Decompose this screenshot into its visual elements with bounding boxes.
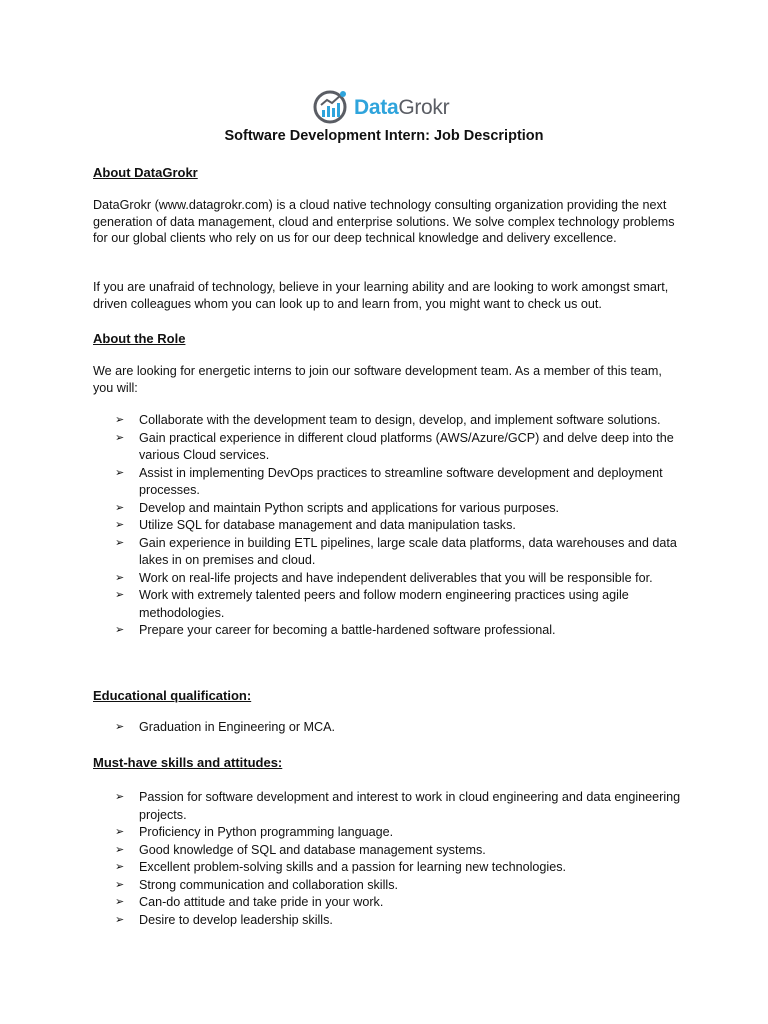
list-item-text: Utilize SQL for database management and data manipulation tasks. [139, 518, 516, 532]
heading-skills: Must-have skills and attitudes: [93, 755, 283, 770]
list-item-text: Strong communication and collaboration skills. [139, 877, 399, 892]
bullet-arrow-icon: ➢ [115, 861, 125, 873]
bullet-arrow-icon: ➢ [115, 791, 125, 803]
logo-word-grokr: Grokr [398, 95, 450, 119]
heading-about-role: About the Role [93, 331, 186, 346]
list-item [93, 535, 683, 570]
heading-about-company: About DataGrokr [93, 165, 198, 180]
list-item [93, 430, 683, 465]
logo-word-data: Data [354, 95, 399, 119]
list-item-text: Excellent problem-solving skills and a passion for learning new technologies. [139, 860, 567, 874]
list-item [93, 859, 683, 877]
list-item-text: Graduation in Engineering or MCA. [139, 720, 336, 734]
bullet-arrow-icon: ➢ [115, 896, 125, 908]
list-item [93, 842, 683, 860]
heading-education: Educational qualification: [93, 688, 252, 703]
bullet-arrow-icon: ➢ [115, 414, 125, 426]
bullet-arrow-icon: ➢ [115, 431, 125, 444]
list-item [93, 912, 683, 930]
list-item [93, 500, 683, 518]
list-item-text: Proficiency in Python programming language. [139, 825, 394, 839]
list-item-text: Work on real-life projects and have independent deliverables that you will be responsible for. [139, 570, 653, 585]
list-item [93, 412, 683, 430]
bullet-arrow-icon: ➢ [115, 536, 125, 549]
list-item [93, 517, 683, 535]
list-item-text: Collaborate with the development team to design, develop, and implement software solutions. [139, 413, 661, 427]
about-company-paragraph-2: If you are unafraid of technology, believe in your learning ability and are looking to work amongst smart, driven colleagues whom you can look up to and learn from, you might want to check us out. [93, 280, 669, 311]
about-company-paragraph-1: DataGrokr (www.datagrokr.com) is a cloud native technology consulting organization providing the next generation of data management, cloud and enterprise solutions. We solve complex technology problems for our global clients who rely on us for our deep technical knowledge and delivery excellence. [93, 198, 675, 245]
list-item-text: Gain practical experience in different cloud platforms (AWS/Azure/GCP) and delve deep into the various Cloud services. [139, 430, 674, 462]
list-item-text: Passion for software development and interest to work in cloud engineering and data engineering projects. [139, 790, 681, 822]
bullet-arrow-icon: ➢ [115, 843, 125, 856]
list-item [93, 570, 683, 588]
role-responsibilities-list [93, 412, 683, 640]
logo-magnifier-chart-icon [312, 87, 352, 127]
bullet-arrow-icon: ➢ [115, 589, 125, 601]
bullet-arrow-icon: ➢ [115, 826, 125, 838]
skills-list [93, 789, 683, 929]
list-item-text: Good knowledge of SQL and database management systems. [139, 842, 486, 857]
list-item [93, 465, 683, 500]
list-item-text: Assist in implementing DevOps practices to streamline software development and deployment processes. [139, 465, 663, 497]
list-item [93, 877, 683, 895]
list-item-text: Desire to develop leadership skills. [139, 912, 333, 927]
list-item-text: Can-do attitude and take pride in your work. [139, 895, 384, 909]
list-item [93, 622, 683, 640]
bullet-arrow-icon: ➢ [115, 571, 125, 584]
list-item [93, 894, 683, 912]
bullet-arrow-icon: ➢ [115, 721, 125, 733]
list-item [93, 587, 683, 622]
list-item-text: Work with extremely talented peers and follow modern engineering practices using agile methodologies. [139, 588, 629, 620]
bullet-arrow-icon: ➢ [115, 501, 125, 514]
datagrokr-logo [312, 86, 449, 128]
list-item-text: Gain experience in building ETL pipelines, large scale data platforms, data warehouses and data lakes in on premises and cloud. [139, 535, 677, 567]
bullet-arrow-icon: ➢ [115, 519, 125, 531]
list-item [93, 789, 683, 824]
bullet-arrow-icon: ➢ [115, 624, 125, 636]
list-item [93, 824, 683, 842]
logo-wordmark [354, 97, 449, 118]
list-item [93, 719, 683, 737]
list-item-text: Develop and maintain Python scripts and applications for various purposes. [139, 500, 560, 515]
list-item-text: Prepare your career for becoming a battle-hardened software professional. [139, 623, 556, 637]
education-list [93, 719, 683, 737]
bullet-arrow-icon: ➢ [115, 878, 125, 891]
page-title: Software Development Intern: Job Description [224, 128, 544, 144]
about-role-intro: We are looking for energetic interns to join our software development team. As a member of this team, you will: [93, 364, 662, 395]
bullet-arrow-icon: ➢ [115, 913, 125, 926]
bullet-arrow-icon: ➢ [115, 466, 125, 479]
